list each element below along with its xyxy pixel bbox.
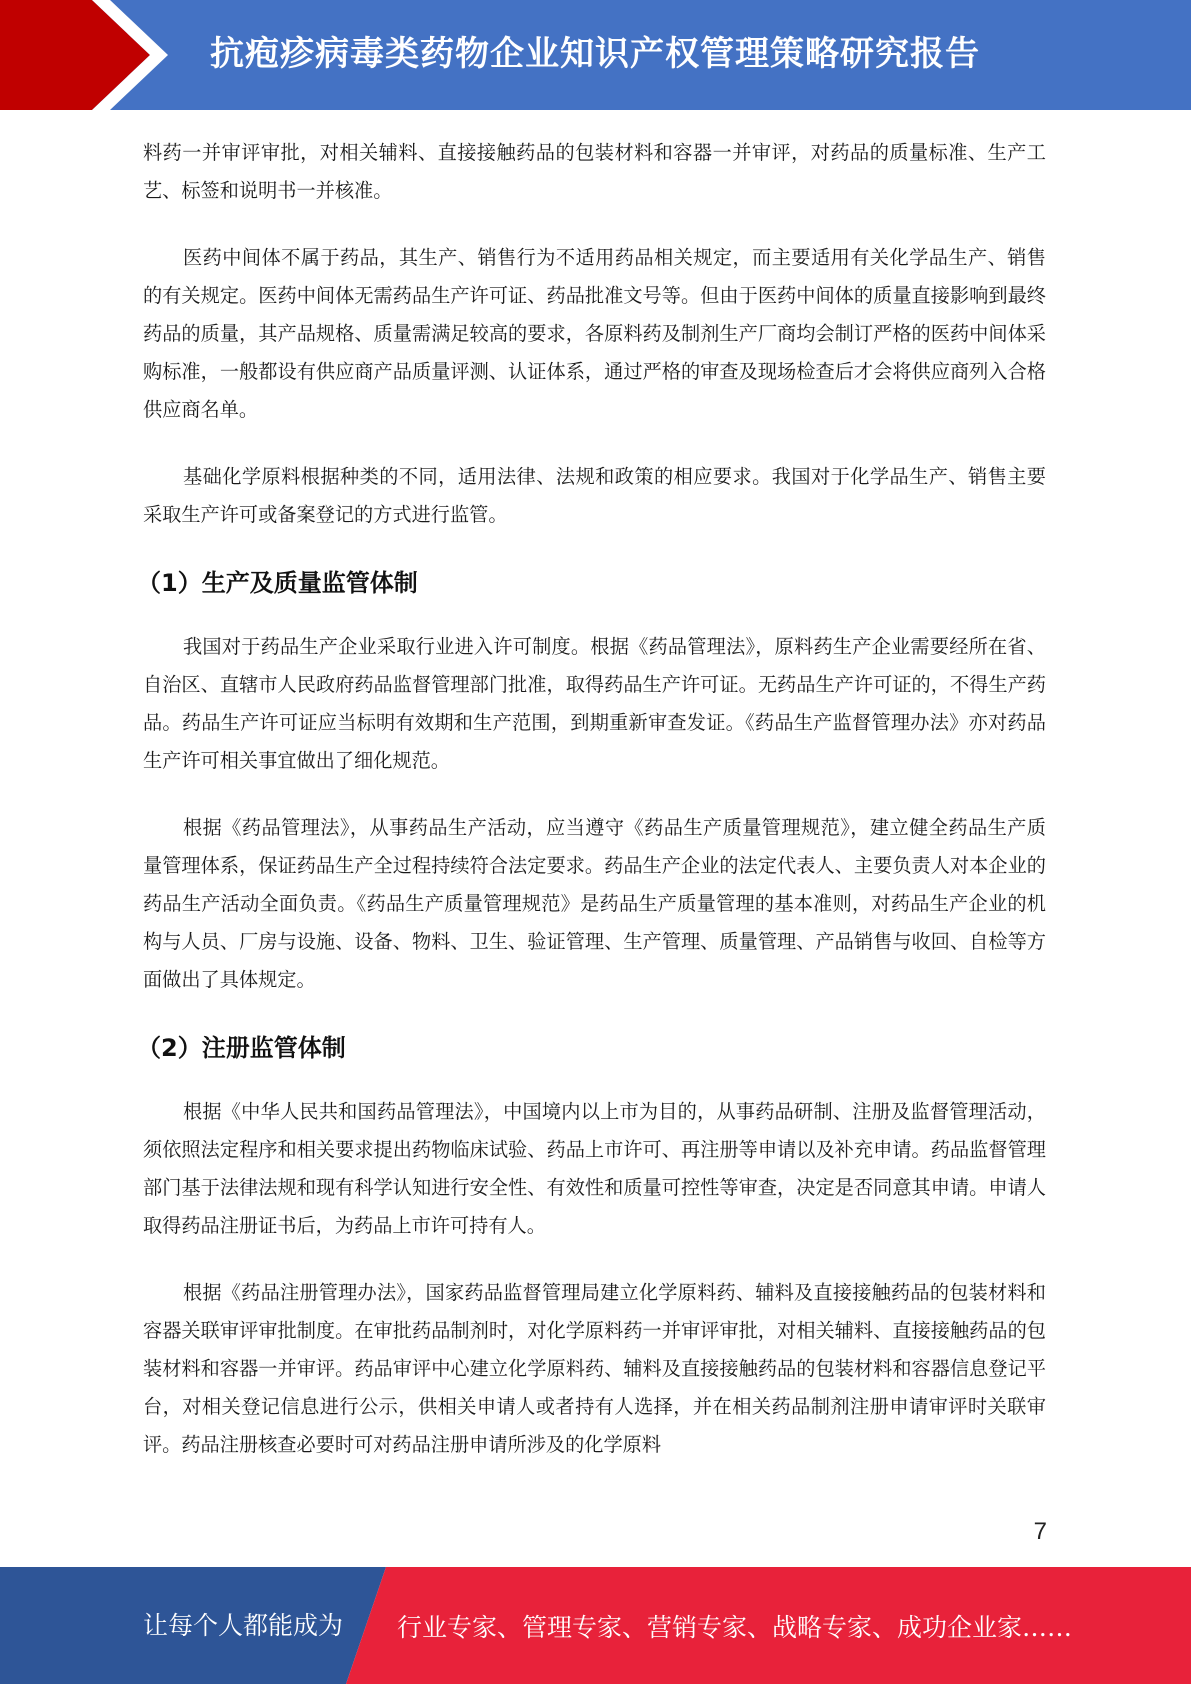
page-number: 7 xyxy=(1033,1518,1047,1545)
paragraph: 医药中间体不属于药品，其生产、销售行为不适用药品相关规定，而主要适用有关化学品生产、销售的有关规定。医药中间体无需药品生产许可证、药品批准文号等。但由于医药中间体的质量直接影响到最终药品的质量，其产品规格、质量需满足较高的要求，各原料药及制剂生产厂商均会制订严格的医药中间体采购标准，一般都设有供应商产品质量评测、认证体系，通过严格的审查及现场检查后才会将供应商列入合格供应商名单。 xyxy=(143,246,1046,421)
footer-slogan-right: 行业专家、管理专家、营销专家、战略专家、成功企业家…… xyxy=(397,1613,1073,1642)
page-header xyxy=(0,0,1191,110)
paragraph: 根据《中华人民共和国药品管理法》，中国境内以上市为目的，从事药品研制、注册及监督管理活动，须依照法定程序和相关要求提出药物临床试验、药品上市许可、再注册等申请以及补充申请。药品监督管理部门基于法律法规和现有科学认知进行安全性、有效性和质量可控性等审查，决定是否同意其申请。申请人取得药品注册证书后，为药品上市许可持有人。 xyxy=(143,1100,1046,1237)
section-heading: （1）生产及质量监管体制 xyxy=(137,569,418,597)
paragraph: 根据《药品管理法》，从事药品生产活动，应当遵守《药品生产质量管理规范》，建立健全药品生产质量管理体系，保证药品生产全过程持续符合法定要求。药品生产企业的法定代表人、主要负责人对本企业的药品生产活动全面负责。《药品生产质量管理规范》是药品生产质量管理的基本准则，对药品生产企业的机构与人员、厂房与设施、设备、物料、卫生、验证管理、生产管理、质量管理、产品销售与收回、自检等方面做出了具体规定。 xyxy=(143,816,1046,991)
footer-slogan-left: 让每个人都能成为 xyxy=(143,1611,344,1640)
paragraph: 料药一并审评审批，对相关辅料、直接接触药品的包装材料和容器一并审评，对药品的质量标准、生产工艺、标签和说明书一并核准。 xyxy=(143,141,1046,202)
paragraph: 根据《药品注册管理办法》，国家药品监督管理局建立化学原料药、辅料及直接接触药品的包装材料和容器关联审评审批制度。在审批药品制剂时，对化学原料药一并审评审批，对相关辅料、直接接触药品的包装材料和容器一并审评。药品审评中心建立化学原料药、辅料及直接接触药品的包装材料和容器信息登记平台，对相关登记信息进行公示，供相关申请人或者持有人选择，并在相关药品制剂注册申请审评时关联审评。药品注册核查必要时可对药品注册申请所涉及的化学原料 xyxy=(143,1281,1046,1456)
section-heading: （2）注册监管体制 xyxy=(137,1034,346,1062)
page-footer xyxy=(0,1567,1191,1684)
page-body xyxy=(137,134,1046,1464)
paragraph: 我国对于药品生产企业采取行业进入许可制度。根据《药品管理法》，原料药生产企业需要经所在省、自治区、直辖市人民政府药品监督管理部门批准，取得药品生产许可证。无药品生产许可证的，不得生产药品。药品生产许可证应当标明有效期和生产范围，到期重新审查发证。《药品生产监督管理办法》亦对药品生产许可相关事宜做出了细化规范。 xyxy=(143,635,1046,772)
paragraph: 基础化学原料根据种类的不同，适用法律、法规和政策的相应要求。我国对于化学品生产、销售主要采取生产许可或备案登记的方式进行监管。 xyxy=(143,465,1046,526)
report-title: 抗疱疹病毒类药物企业知识产权管理策略研究报告 xyxy=(210,34,980,74)
